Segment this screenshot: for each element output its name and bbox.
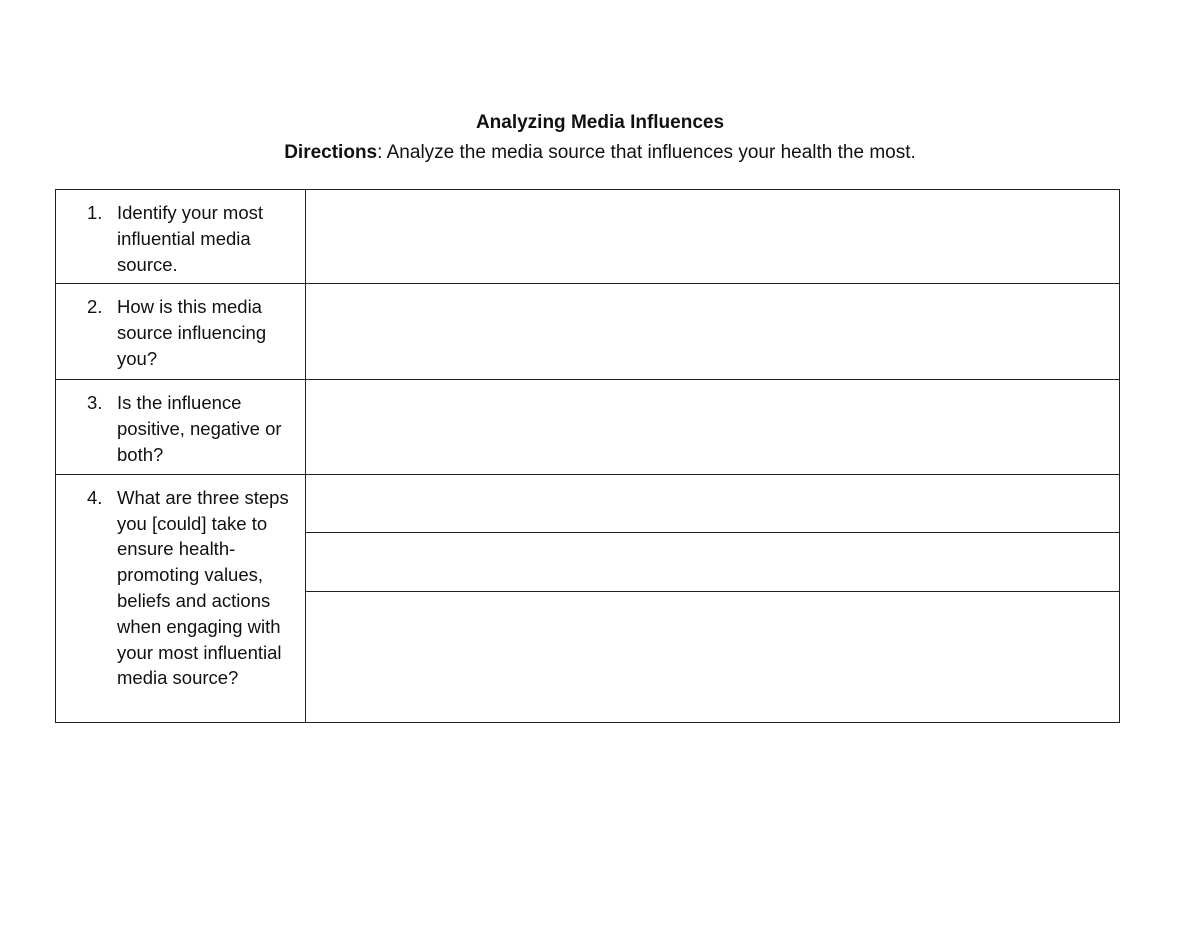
question-number: 1. [87, 202, 103, 223]
question-cell-4 [56, 474, 306, 722]
answer-cell-4-step-1[interactable] [306, 474, 1120, 532]
page-title: Analyzing Media Influences [475, 112, 725, 133]
question-text: Identify your most influential media source. [117, 202, 264, 275]
directions [0, 140, 1200, 166]
answer-cell-4-step-3[interactable] [306, 591, 1120, 722]
table-row [56, 284, 1120, 380]
question-text: Is the influence positive, negative or both? [117, 392, 282, 465]
question-text: What are three steps you [could] take to ensure health-promoting values, beliefs and actions when engaging with your most influential media source? [117, 486, 289, 689]
question-text: How is this media source influencing you? [117, 296, 267, 369]
table-row [56, 474, 1120, 532]
answer-cell-3[interactable] [306, 380, 1120, 474]
answer-cell-1[interactable] [306, 190, 1120, 284]
directions-label: Directions [284, 142, 378, 163]
question-cell-3 [56, 380, 306, 474]
table-row [56, 190, 1120, 284]
question-number: 2. [87, 296, 103, 318]
worksheet-table [55, 189, 1120, 723]
answer-cell-4-step-2[interactable] [306, 532, 1120, 591]
question-number: 4. [87, 486, 103, 508]
question-number: 3. [87, 392, 103, 414]
table-row [56, 380, 1120, 474]
question-cell-2 [56, 284, 306, 380]
directions-text: : Analyze the media source that influences your health the most. [377, 142, 916, 163]
answer-cell-2[interactable] [306, 284, 1120, 380]
question-cell-1 [56, 190, 306, 284]
